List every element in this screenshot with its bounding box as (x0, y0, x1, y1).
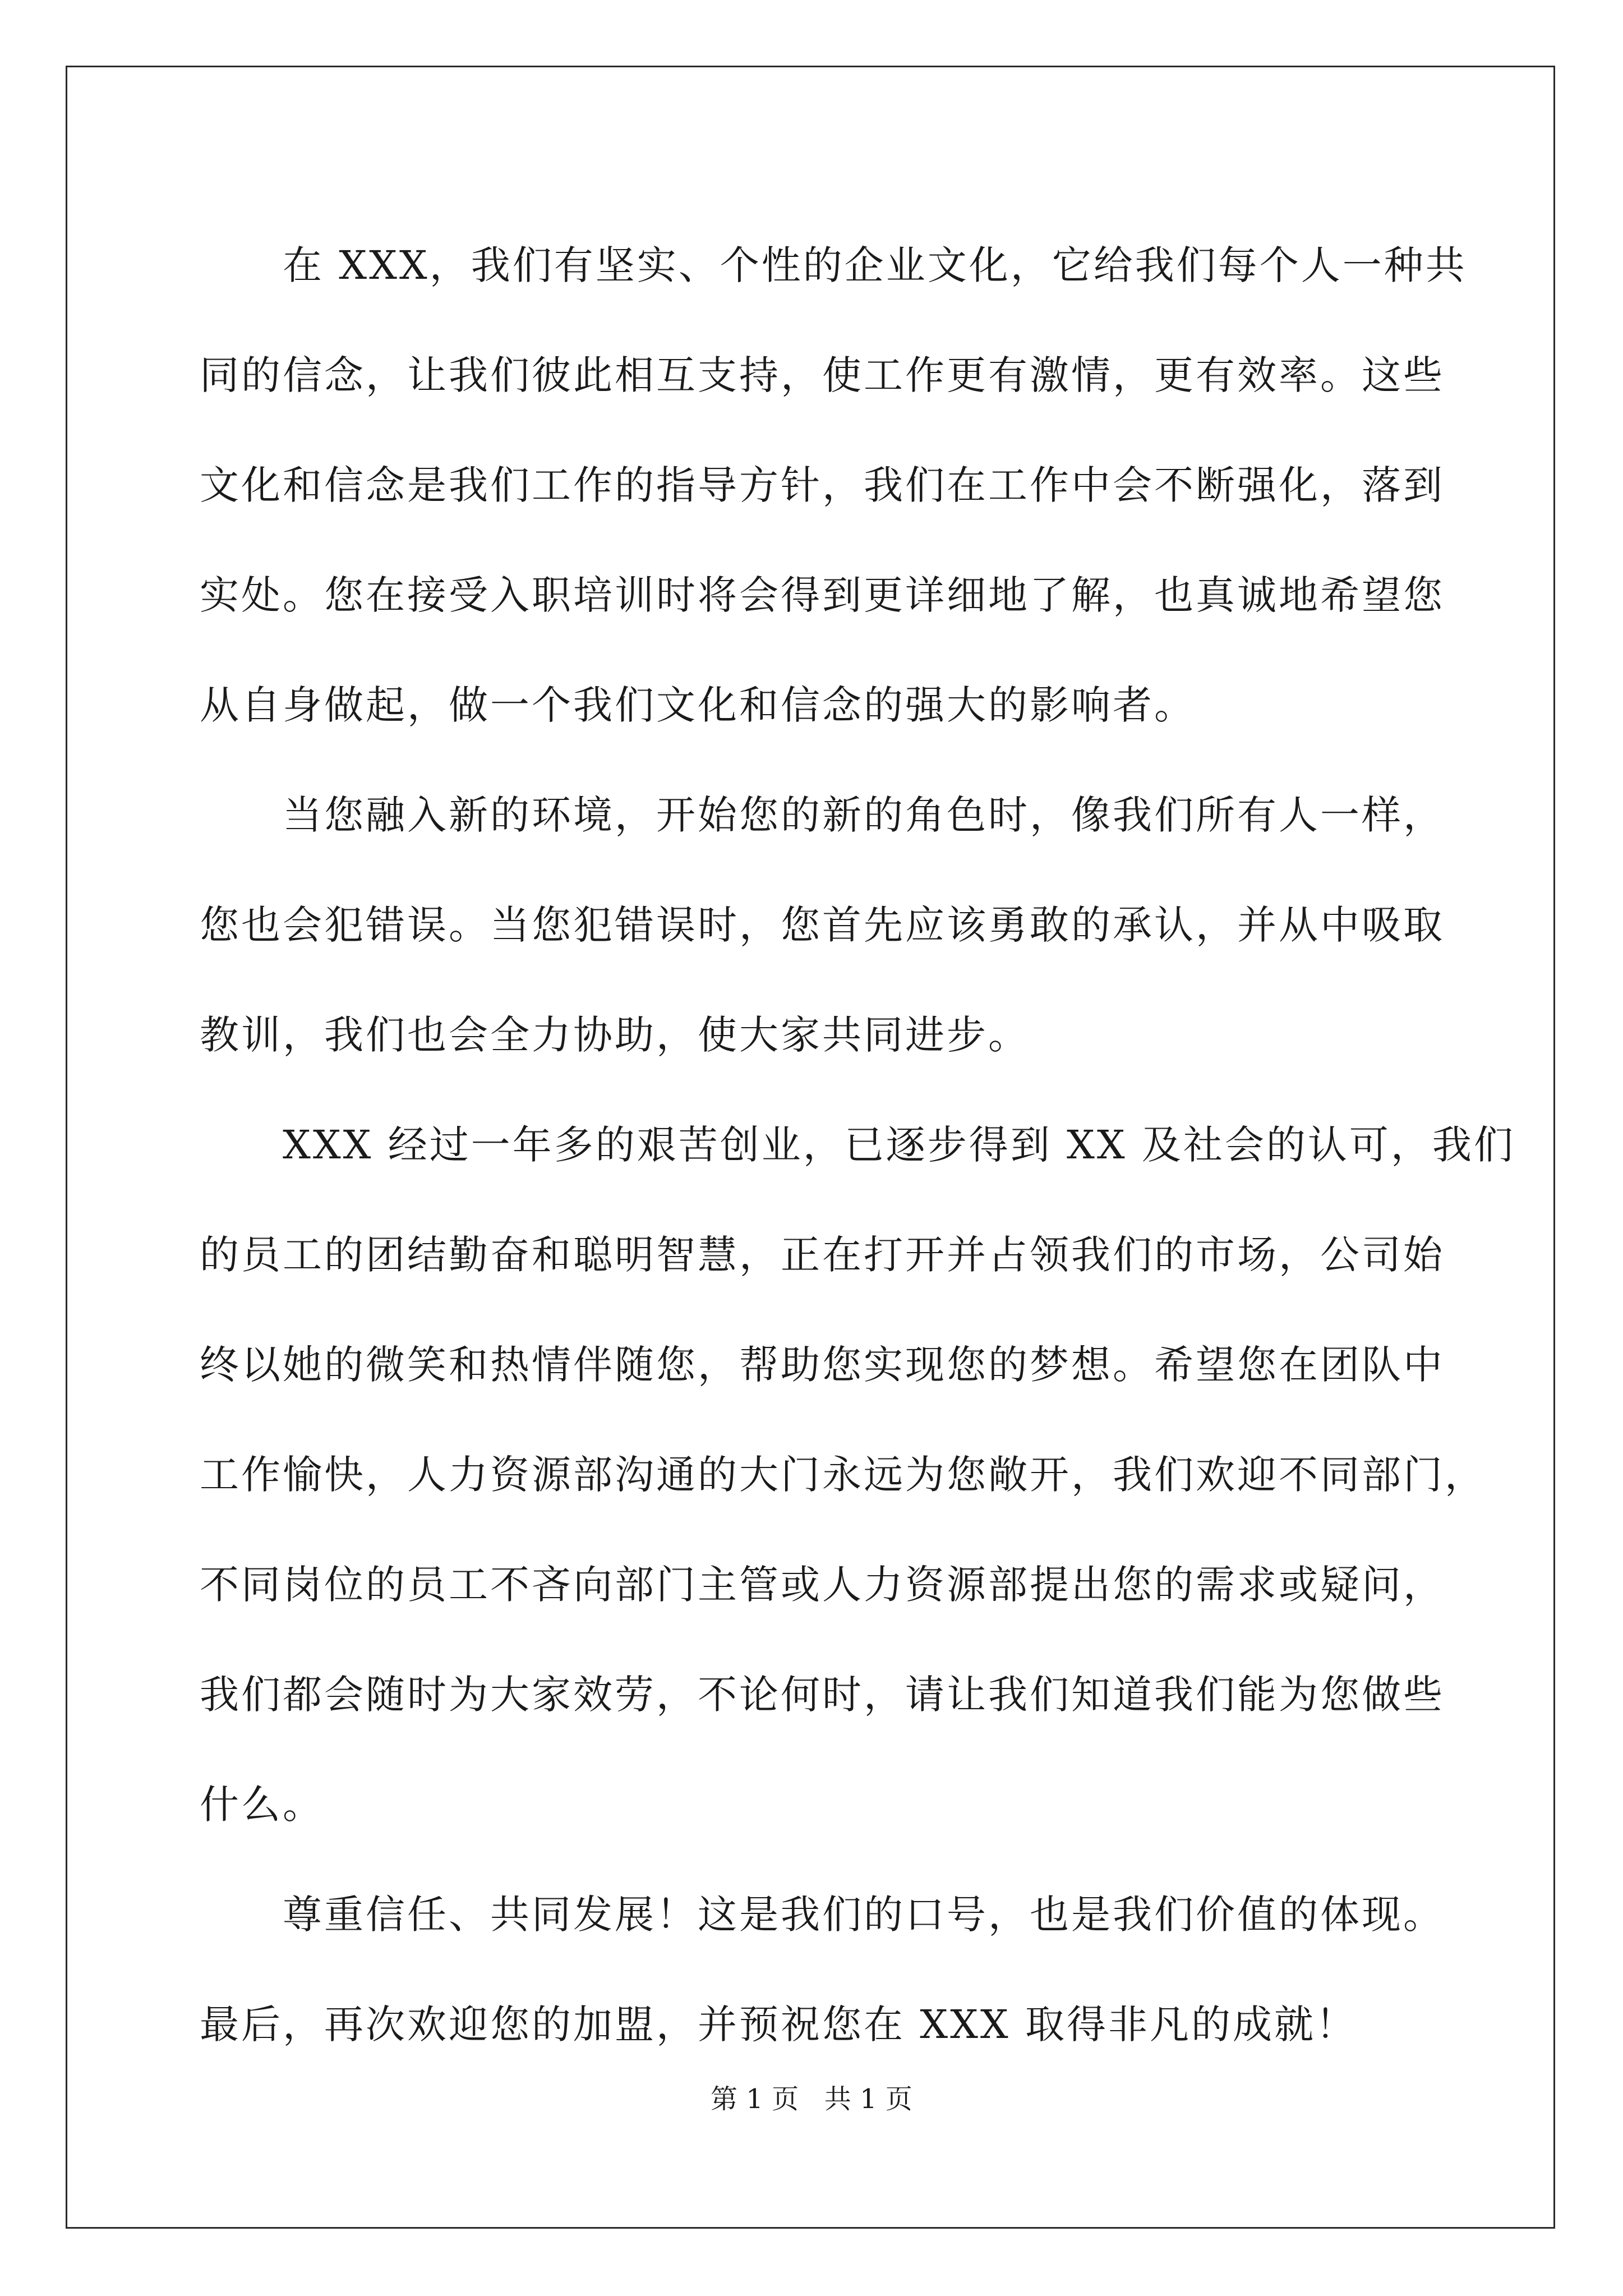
text-line: XXX 经过一年多的艰苦创业，已逐步得到 XX 及社会的认可，我们 (283, 1122, 1515, 1168)
document-body (200, 210, 1515, 2079)
text-line: 从自身做起，做一个我们文化和信念的强大的影响者。 (200, 682, 1196, 728)
text-line: 同的信念，让我们彼此相互支持，使工作更有激情，更有效率。这些 (200, 352, 1445, 398)
text-line: 当您融入新的环境，开始您的新的角色时，像我们所有人一样， (283, 792, 1445, 838)
text-line: 什么。 (200, 1782, 324, 1828)
text-line: 的员工的团结勤奋和聪明智慧，正在打开并占领我们的市场，公司始 (200, 1232, 1445, 1278)
text-line: 不同岗位的员工不吝向部门主管或人力资源部提出您的需求或疑问， (200, 1562, 1445, 1608)
text-line: 实处。您在接受入职培训时将会得到更详细地了解，也真诚地希望您 (200, 572, 1445, 618)
paragraph-1 (200, 210, 1467, 760)
text-line: 最后，再次欢迎您的加盟，并预祝您在 XXX 取得非凡的成就！ (200, 2001, 1358, 2047)
paragraph-3 (200, 1090, 1515, 1860)
paragraph-2 (200, 760, 1445, 1090)
text-line: 在 XXX，我们有坚实、个性的企业文化，它给我们每个人一种共 (283, 242, 1467, 288)
text-line: 尊重信任、共同发展！这是我们的口号，也是我们价值的体现。 (283, 1892, 1445, 1938)
text-line: 文化和信念是我们工作的指导方针，我们在工作中会不断强化，落到 (200, 462, 1445, 508)
text-line: 工作愉快，人力资源部沟通的大门永远为您敞开，我们欢迎不同部门， (200, 1452, 1486, 1498)
text-line: 终以她的微笑和热情伴随您，帮助您实现您的梦想。希望您在团队中 (200, 1342, 1445, 1388)
page-number-footer: 第 1 页 共 1 页 (711, 2083, 912, 2115)
text-line: 我们都会随时为大家效劳，不论何时，请让我们知道我们能为您做些 (200, 1672, 1445, 1718)
text-line: 您也会犯错误。当您犯错误时，您首先应该勇敢的承认，并从中吸取 (200, 902, 1445, 948)
paragraph-4 (200, 1860, 1445, 2079)
text-line: 教训，我们也会全力协助，使大家共同进步。 (200, 1012, 1030, 1058)
